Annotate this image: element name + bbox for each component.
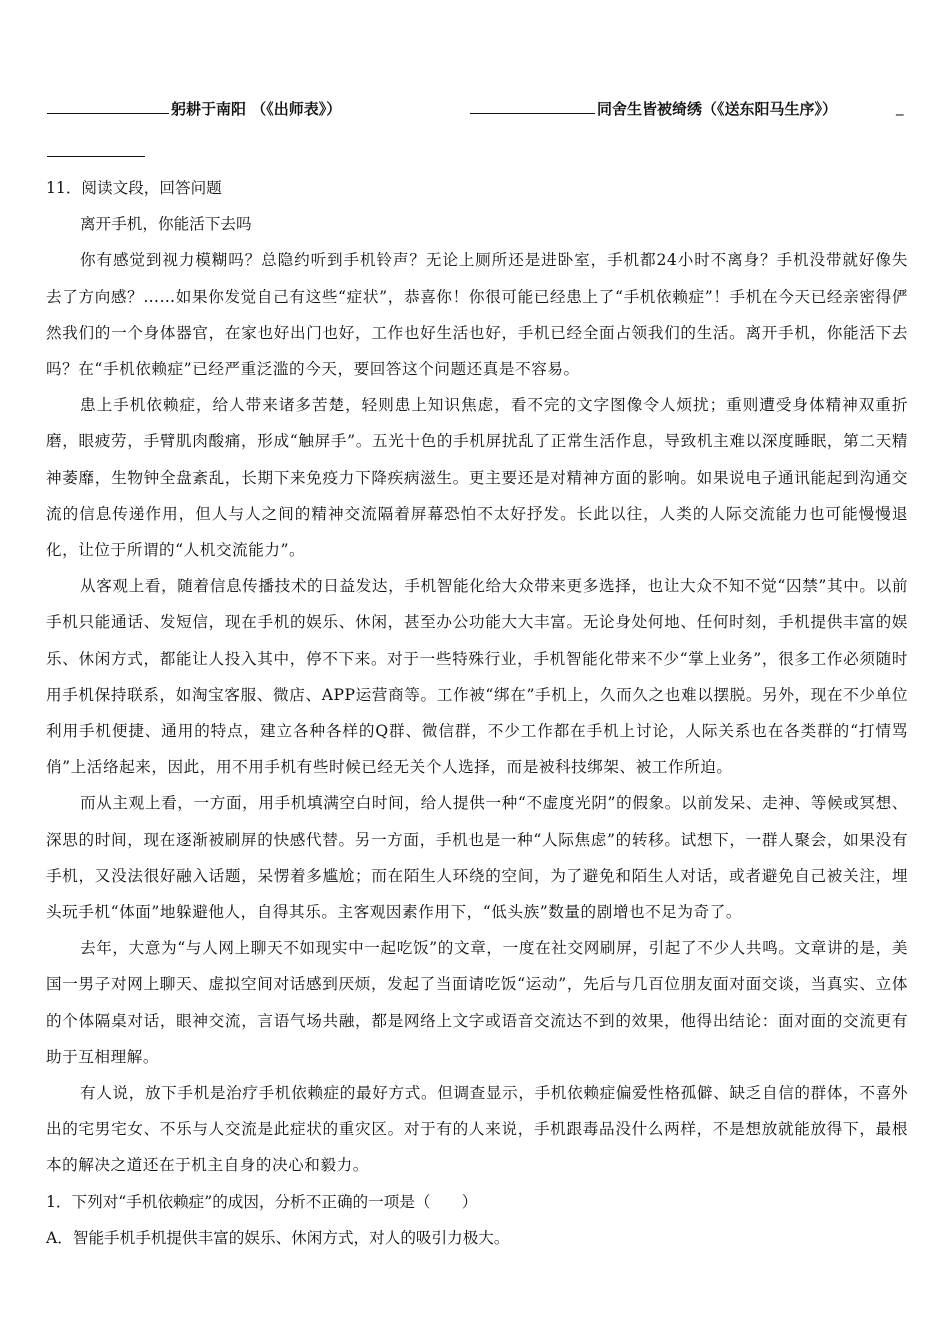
trailing-blank-mark: _ (896, 98, 904, 116)
reading-question (46, 170, 908, 1256)
answer-blank[interactable] (47, 99, 169, 114)
fill-in-item-1 (47, 98, 341, 119)
fill-in-text: 同舍生皆被绮绣（《送东阳马生序》） (597, 100, 838, 118)
sub-question: 1．下列对“手机依赖症”的成因，分析不正确的一项是（ ） (46, 1192, 478, 1211)
article-paragraph: 患上手机依赖症，给人带来诸多苦楚，轻则患上知识焦虑，看不完的文字图像令人烦扰；重则遭受身体精神双重折磨，眼疲劳，手臂肌肉酸痛，形成“触屏手”。五光十色的手机屏扰乱了正常生活作息，导致机主难以深度睡眠，第二天精神萎靡，生物钟全盘紊乱，长期下来免疫力下降疾病滋生。更主要还是对精神方面的影响。如果说电子通讯能起到沟通交流的信息传递作用，但人与人之间的精神交流隔着屏幕恐怕不太好抒发。长此以往，人类的人际交流能力也可能慢慢退化，让位于所谓的“人机交流能力”。 (46, 396, 908, 560)
option-a[interactable]: A．智能手机手机提供丰富的娱乐、休闲方式，对人的吸引力极大。 (46, 1228, 510, 1247)
article-paragraph: 而从主观上看，一方面，用手机填满空白时间，给人提供一种“不虚度光阴”的假象。以前发呆、走神、等候或冥想、深思的时间，现在逐渐被刷屏的快感代替。另一方面，手机也是一种“人际焦虑”的转移。试想下，一群人聚会，如果没有手机，又没法很好融入话题，呆愣着多尴尬；而在陌生人环绕的空间，为了避免和陌生人对话，或者避免自己被关注，埋头玩手机“体面”地躲避他人，自得其乐。主客观因素作用下，“低头族”数量的剧增也不足为奇了。 (46, 794, 908, 922)
fill-in-item-2 (470, 98, 837, 119)
article-paragraph: 去年，大意为“与人网上聊天不如现实中一起吃饭”的文章，一度在社交网刷屏，引起了不少人共鸣。文章讲的是，美国一男子对网上聊天、虚拟空间对话感到厌烦，发起了当面请吃饭“运动”，先后与几百位朋友面对面交谈，当真实、立体的个体隔桌对话，眼神交流，言语气场共融，都是网络上文字或语音交流达不到的效果，他得出结论：面对面的交流更有助于互相理解。 (46, 939, 908, 1066)
question-number: 11．阅读文段，回答问题 (46, 179, 222, 197)
article-paragraph: 从客观上看，随着信息传播技术的日益发达，手机智能化给大众带来更多选择，也让大众不知不觉“囚禁”其中。以前手机只能通话、发短信，现在手机的娱乐、休闲，甚至办公功能大大丰富。无论身处何地、任何时刻，手机提供丰富的娱乐、休闲方式，都能让人投入其中，停不下来。对于一些特殊行业，手机智能化带来不少“掌上业务”，很多工作必须随时用手机保持联系，如淘宝客服、微店、APP运营商等。工作被“绑在”手机上，久而久之也难以摆脱。另外，现在不少单位利用手机便捷、通用的特点，建立各种各样的Q群、微信群，不少工作都在手机上讨论，人际关系也在各类群的“打情骂俏”上活络起来，因此，用不用手机有些时候已经无关个人选择，而是被科技绑架、被工作所迫。 (46, 577, 908, 777)
article-paragraph: 有人说，放下手机是治疗手机依赖症的最好方式。但调查显示，手机依赖症偏爱性格孤僻、缺乏自信的群体，不喜外出的宅男宅女、不乐与人交流是此症状的重灾区。对于有的人来说，手机跟毒品没什么两样，不是想放就能放得下，最根本的解决之道还在于机主自身的决心和毅力。 (46, 1084, 908, 1175)
blank-line (47, 142, 145, 157)
answer-blank-continued[interactable] (47, 142, 145, 161)
fill-in-text: 躬耕于南阳 （《出师表》） (171, 100, 342, 118)
answer-blank[interactable] (470, 99, 595, 114)
article-title: 离开手机，你能活下去吗 (80, 215, 252, 234)
article-paragraph: 你有感觉到视力模糊吗？总隐约听到手机铃声？无论上厕所还是进卧室，手机都24小时不离身？手机没带就好像失去了方向感？……如果你发觉自己有这些“症状”，恭喜你！你很可能已经患上了“手机依赖症”！手机在今天已经亲密得俨然我们的一个身体器官，在家也好出门也好，工作也好生活也好，手机已经全面占领我们的生活。离开手机，你能活下去吗？在“手机依赖症”已经严重泛滥的今天，要回答这个问题还真是不容易。 (46, 251, 908, 379)
